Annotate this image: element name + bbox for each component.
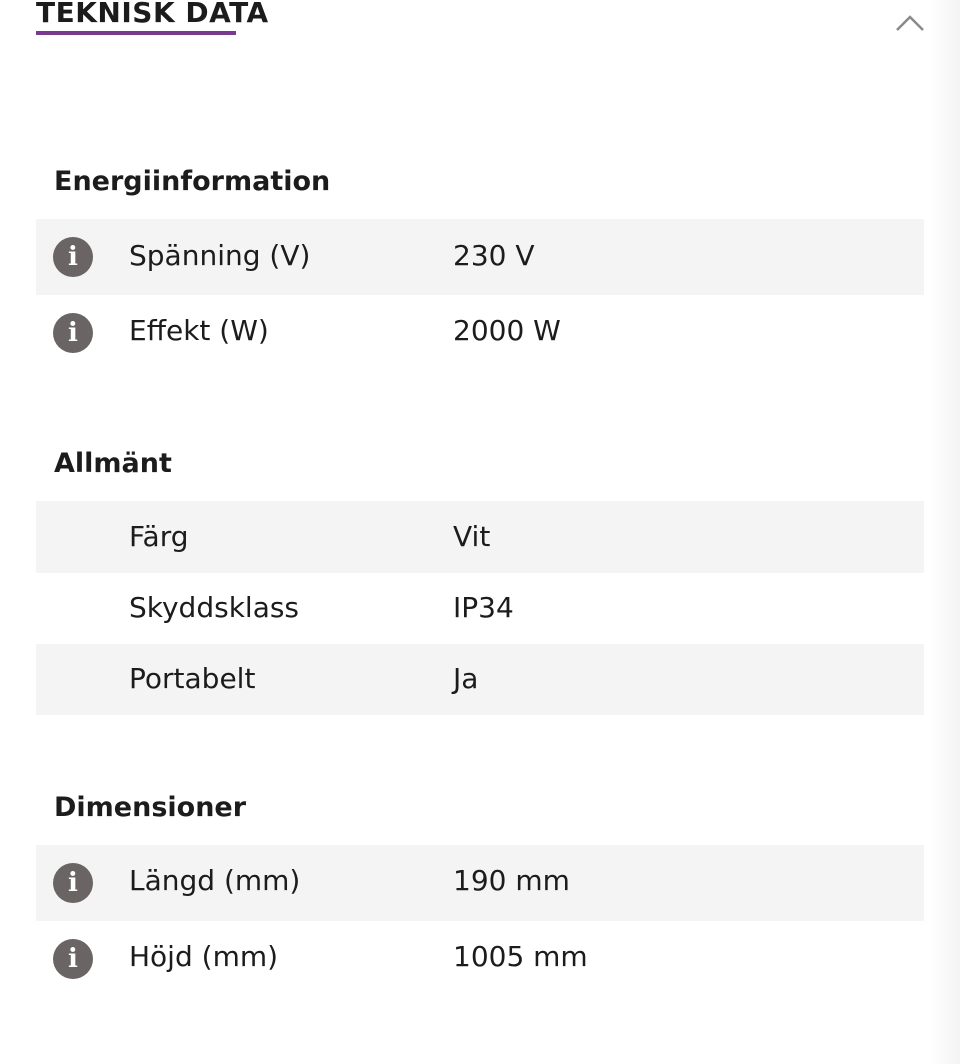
spec-label: Färg [129, 520, 189, 553]
spec-row [36, 295, 924, 371]
spec-value: IP34 [453, 591, 514, 624]
spec-value: 230 V [453, 239, 535, 272]
spec-label: Längd (mm) [129, 864, 301, 897]
spec-label: Höjd (mm) [129, 940, 279, 973]
section-header[interactable] [36, 0, 926, 40]
info-icon[interactable]: i [53, 939, 93, 979]
spec-row [36, 501, 924, 573]
section-title-dimensioner: Dimensioner [54, 792, 247, 823]
chevron-up-icon[interactable] [894, 10, 926, 34]
spec-value: 190 mm [453, 864, 570, 897]
info-icon[interactable]: i [53, 237, 93, 277]
spec-row [36, 845, 924, 921]
spec-label: Skyddsklass [129, 591, 300, 624]
page-title: TEKNISK DATA [36, 0, 269, 29]
spec-value: Ja [453, 662, 479, 695]
spec-value: 1005 mm [453, 940, 588, 973]
info-icon[interactable]: i [53, 313, 93, 353]
section-title-allmant: Allmänt [54, 448, 172, 479]
spec-row [36, 644, 924, 715]
spec-row [36, 219, 924, 295]
title-underline [36, 31, 236, 35]
section-title-energiinformation: Energiinformation [54, 166, 331, 197]
spec-value: 2000 W [453, 314, 561, 347]
spec-row [36, 921, 924, 997]
spec-label: Portabelt [129, 662, 256, 695]
page-edge-shadow [930, 0, 960, 1064]
spec-label: Spänning (V) [129, 239, 311, 272]
info-icon[interactable]: i [53, 863, 93, 903]
spec-value: Vit [453, 520, 491, 553]
spec-label: Effekt (W) [129, 314, 269, 347]
spec-row [36, 573, 924, 644]
